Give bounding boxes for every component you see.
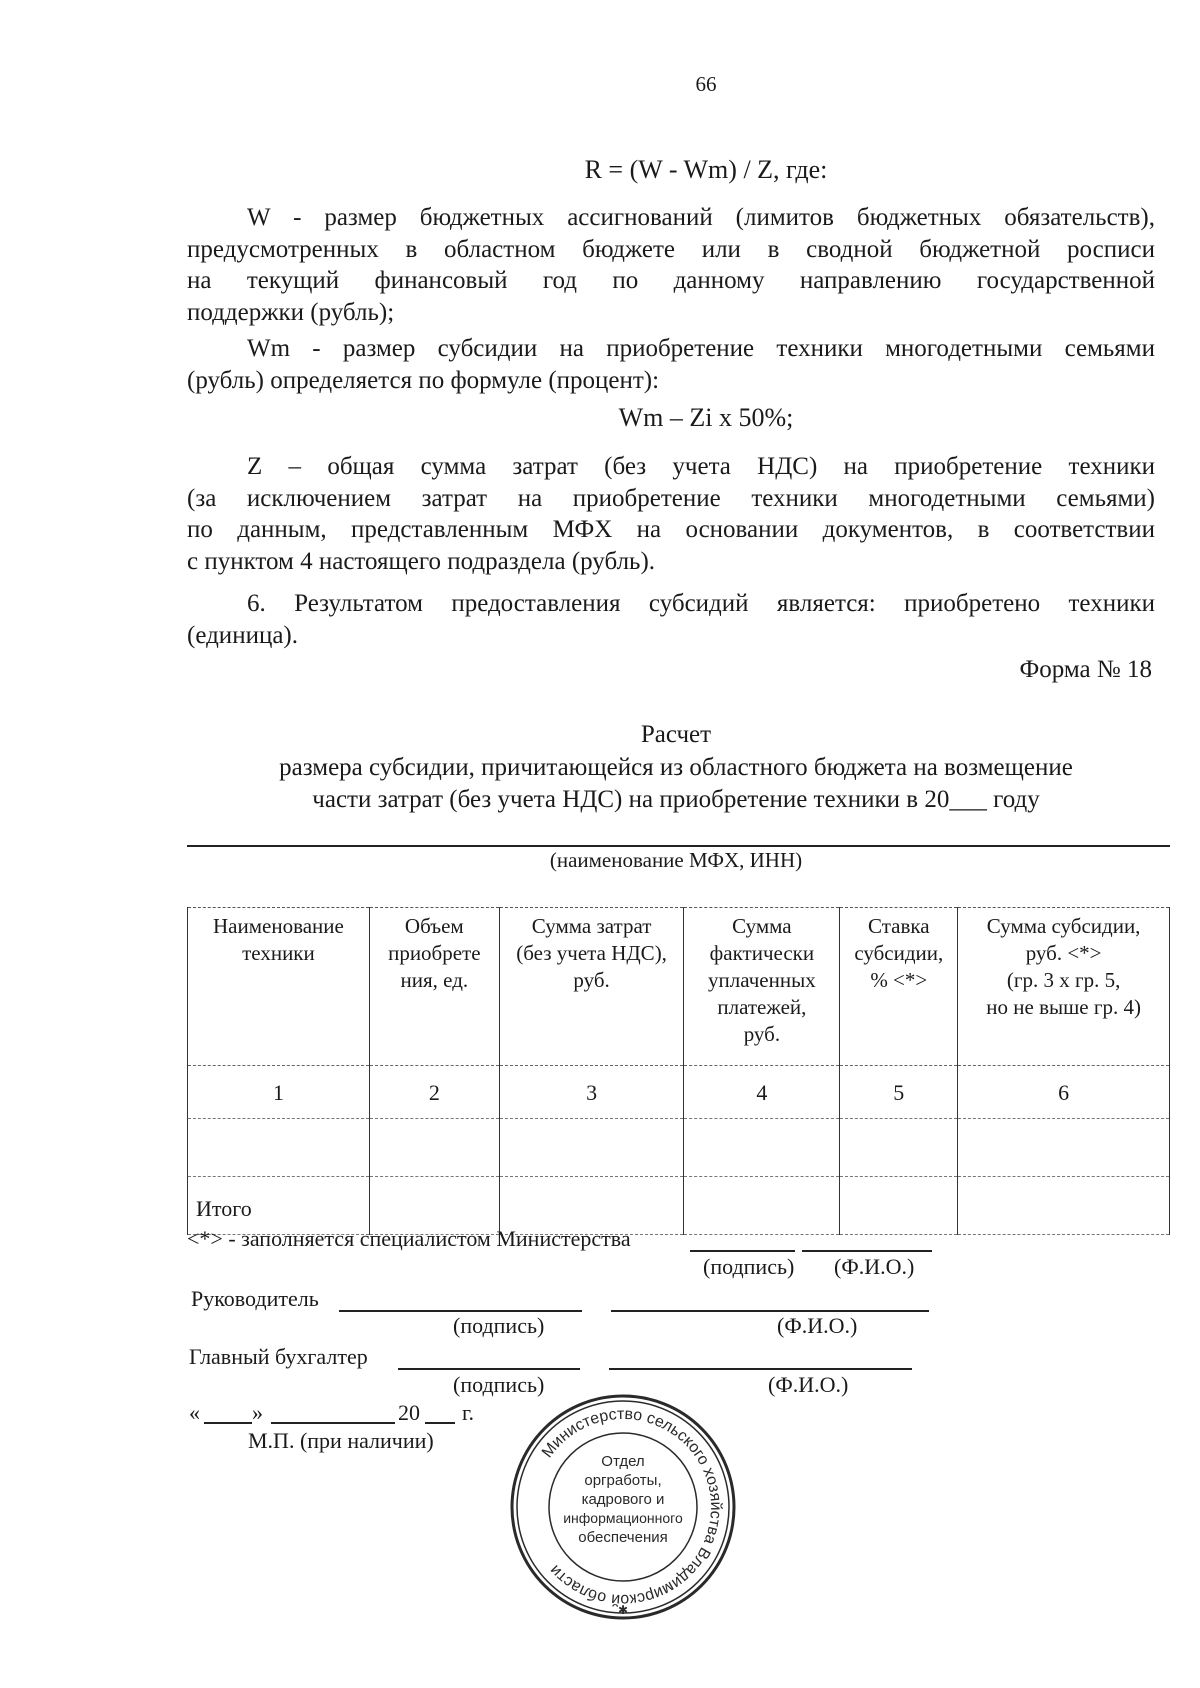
caption-podpis: (подпись) xyxy=(453,1313,545,1338)
stamp-star-icon: ✱ xyxy=(617,1603,629,1617)
para-line: (за исключением затрат на приобретение техники многодетными семьями) xyxy=(187,484,1155,512)
seal-place-label: М.П. (при наличии) xyxy=(248,1428,434,1453)
para-line: на текущий финансовый год по данному направлению государственной xyxy=(187,267,1155,294)
official-stamp xyxy=(508,1392,738,1622)
table-header-row xyxy=(188,908,1170,1066)
formula-r: R = (W - Wm) / Z, где: xyxy=(584,155,828,184)
accountant-fio-line xyxy=(609,1368,912,1370)
date-open-quote: « xyxy=(189,1400,200,1425)
mfh-name-line xyxy=(187,845,1170,847)
accountant-signature-line xyxy=(398,1368,580,1370)
total-label: Итого xyxy=(188,1177,370,1235)
formula-wm: Wm – Zi x 50%; xyxy=(618,403,794,432)
para-line: с пунктом 4 настоящего подраздела (рубль). xyxy=(187,547,656,575)
column-number: 4 xyxy=(684,1066,840,1119)
calc-title: Расчет xyxy=(640,721,712,748)
accountant-label: Главный бухгалтер xyxy=(189,1344,368,1369)
para-line: (единица). xyxy=(187,621,298,649)
page-number: 66 xyxy=(695,72,717,96)
paragraph-w xyxy=(187,202,1155,328)
date-year-prefix: 20 xyxy=(398,1400,420,1425)
header-cell: Сумма субсидии, руб. <*> (гр. 3 х гр. 5, но не выше гр. 4) xyxy=(958,908,1170,1066)
calc-subtitle-line1: размера субсидии, причитающейся из областного бюджета на возмещение xyxy=(279,754,1073,781)
paragraph-wm xyxy=(187,333,1155,396)
date-year-line xyxy=(425,1422,455,1424)
header-cell: Наименование техники xyxy=(188,908,370,1066)
calculation-table xyxy=(187,907,1170,1235)
caption-fio: (Ф.И.О.) xyxy=(768,1372,849,1397)
head-signature-line xyxy=(339,1310,582,1312)
signature-line xyxy=(690,1250,795,1252)
column-number: 2 xyxy=(369,1066,499,1119)
para-line: 6. Результатом предоставления субсидий является: приобретено техники xyxy=(247,590,1155,617)
stamp-center-line: оргработы, xyxy=(584,1472,662,1489)
column-number: 5 xyxy=(840,1066,958,1119)
column-number: 1 xyxy=(188,1066,370,1119)
date-close-quote: » xyxy=(252,1400,263,1425)
note-text: <*> - заполняется специалистом Министерства xyxy=(187,1226,631,1251)
date-suffix: г. xyxy=(462,1400,475,1425)
fio-line xyxy=(802,1250,932,1252)
para-line: Z – общая сумма затрат (без учета НДС) на приобретение техники xyxy=(247,453,1155,480)
date-month-line xyxy=(271,1422,395,1424)
para-line: (рубль) определяется по формуле (процент): xyxy=(187,366,660,394)
header-cell: Сумма затрат (без учета НДС), руб. xyxy=(499,908,684,1066)
column-number: 6 xyxy=(958,1066,1170,1119)
caption-podpis: (подпись) xyxy=(453,1372,545,1397)
form-number: Форма № 18 xyxy=(1019,656,1152,683)
para-line: предусмотренных в областном бюджете или в сводной бюджетной росписи xyxy=(187,235,1155,263)
table-number-row xyxy=(188,1066,1170,1119)
caption-podpis: (подпись) xyxy=(703,1254,795,1279)
stamp-ring-text: Министерство сельского хозяйства Владимирской области xyxy=(538,1405,725,1609)
stamp-center-line: кадрового и xyxy=(581,1491,665,1508)
mfh-caption: (наименование МФХ, ИНН) xyxy=(549,848,803,872)
stamp-center-line: обеспечения xyxy=(578,1529,668,1546)
header-cell: Объем приобрете ния, ед. xyxy=(369,908,499,1066)
date-day-line xyxy=(204,1422,252,1424)
stamp-center-line: информационного xyxy=(563,1510,683,1526)
para-line: по данным, представленным МФХ на основании документов, в соответствии xyxy=(187,516,1155,543)
head-fio-line xyxy=(611,1310,929,1312)
para-line: W - размер бюджетных ассигнований (лимитов бюджетных обязательств), xyxy=(247,204,1155,231)
caption-fio: (Ф.И.О.) xyxy=(834,1254,915,1279)
header-cell: Ставка субсидии, % <*> xyxy=(840,908,958,1066)
paragraph-6 xyxy=(187,588,1155,651)
stamp-center-line: Отдел xyxy=(601,1453,645,1470)
header-cell: Сумма фактически уплаченных платежей, руб. xyxy=(684,908,840,1066)
head-label: Руководитель xyxy=(191,1286,319,1311)
para-line: Wm - размер субсидии на приобретение техники многодетными семьями xyxy=(247,335,1155,362)
column-number: 3 xyxy=(499,1066,684,1119)
calc-subtitle-line2: части затрат (без учета НДС) на приобретение техники в 20___ году xyxy=(312,786,1040,813)
para-line: поддержки (рубль); xyxy=(187,298,395,326)
table-row xyxy=(188,1119,1170,1177)
caption-fio: (Ф.И.О.) xyxy=(777,1313,858,1338)
paragraph-z xyxy=(187,451,1155,577)
